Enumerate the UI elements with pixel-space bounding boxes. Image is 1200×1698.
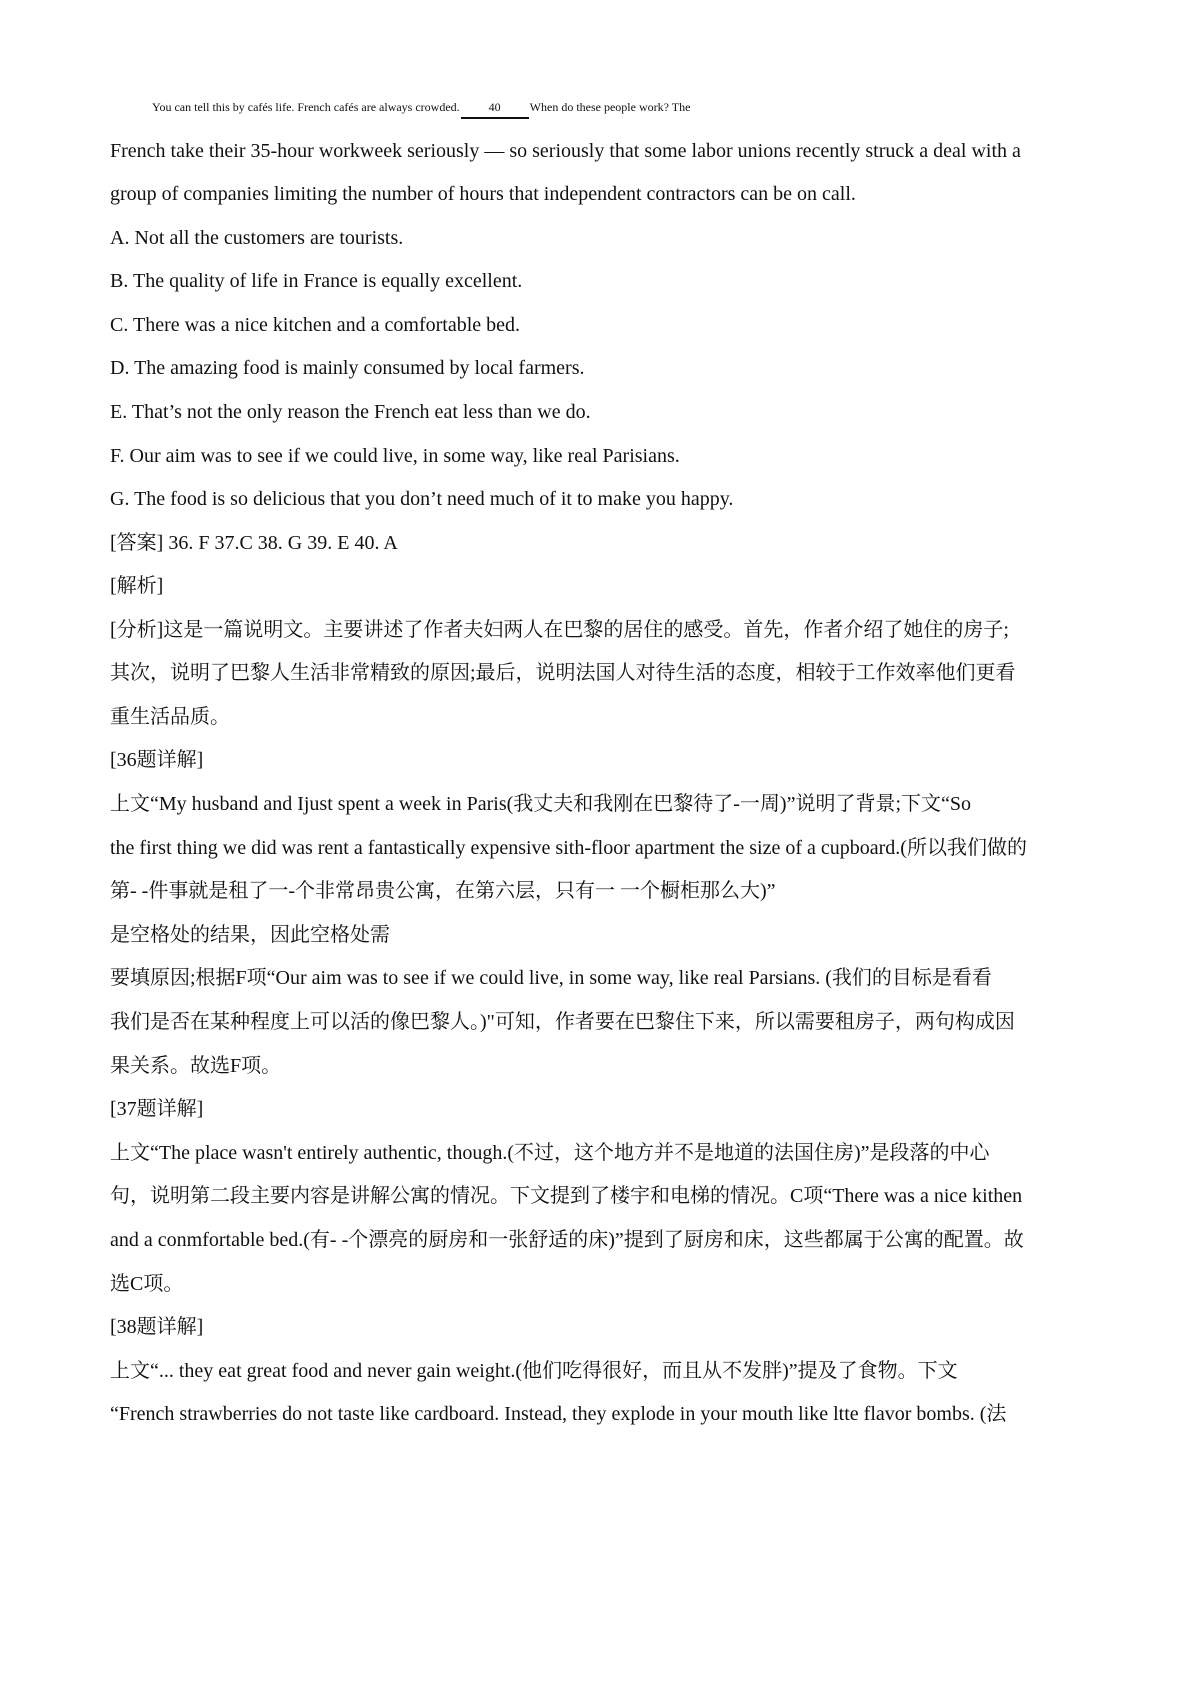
q37-line-4: 选C项。 (110, 1273, 184, 1295)
q37-line-3: and a conmfortable bed.(有- -个漂亮的厨房和一张舒适的床)”提到了厨房和床，这些都属于公寓的配置。故 (110, 1229, 1024, 1251)
q36-line-6: 我们是否在某种程度上可以活的像巴黎人。)"可知，作者要在巴黎住下来，所以需要租房子，两句构成因 (110, 1011, 1015, 1033)
q37-heading: [37题详解] (110, 1098, 204, 1120)
option-a: A. Not all the customers are tourists. (110, 227, 404, 249)
blank-40: 40 (461, 97, 529, 119)
option-d: D. The amazing food is mainly consumed by local farmers. (110, 357, 585, 379)
option-g: G. The food is so delicious that you don’t need much of it to make you happy. (110, 488, 734, 510)
passage-line-2: French take their 35-hour workweek seriously — so seriously that some labor unions recently struck a deal with a (110, 140, 1021, 162)
q38-heading: [38题详解] (110, 1316, 204, 1338)
analysis-line-3: 重生活品质。 (110, 706, 230, 728)
q37-line-1: 上文“The place wasn't entirely authentic, though.(不过，这个地方并不是地道的法国住房)”是段落的中心 (110, 1142, 990, 1164)
option-e: E. That’s not the only reason the French eat less than we do. (110, 401, 591, 423)
q36-line-3: 第- -件事就是租了一-个非常昂贵公寓，在第六层，只有一 一个橱柜那么大)” (110, 880, 776, 902)
q36-line-1: 上文“My husband and Ijust spent a week in Paris(我丈夫和我刚在巴黎待了-一周)”说明了背景;下文“So (110, 793, 972, 815)
q36-heading: [36题详解] (110, 749, 204, 771)
analysis-heading: [解析] (110, 575, 164, 597)
analysis-line-2: 其次，说明了巴黎人生活非常精致的原因;最后，说明法国人对待生活的态度，相较于工作效率他们更看 (110, 662, 1016, 684)
q37-line-2: 句，说明第二段主要内容是讲解公寓的情况。下文提到了楼宇和电梯的情况。C项“There was a nice kithen (110, 1185, 1023, 1207)
q38-line-2: “French strawberries do not taste like cardboard. Instead, they explode in your mouth like ltte flavor bombs. (法 (110, 1403, 1007, 1425)
answer-line: [答案] 36. F 37.C 38. G 39. E 40. A (110, 532, 398, 554)
option-b: B. The quality of life in France is equally excellent. (110, 270, 523, 292)
passage-line-1-before: You can tell this by cafés life. French cafés are always crowded. (152, 100, 460, 114)
passage-line-1-after: When do these people work? The (529, 100, 691, 114)
analysis-line-1: [分析]这是一篇说明文。主要讲述了作者夫妇两人在巴黎的居住的感受。首先，作者介绍了她住的房子; (110, 619, 1009, 641)
q36-line-7: 果关系。故选F项。 (110, 1055, 282, 1077)
q38-line-1: 上文“... they eat great food and never gain weight.(他们吃得很好，而且从不发胖)”提及了食物。下文 (110, 1360, 958, 1382)
option-f: F. Our aim was to see if we could live, in some way, like real Parisians. (110, 445, 680, 467)
passage-line-3: group of companies limiting the number of hours that independent contractors can be on call. (110, 183, 856, 205)
q36-line-2: the first thing we did was rent a fantastically expensive sith-floor apartment the size of a cupboard.(所以我们做的 (110, 837, 1027, 859)
q36-line-4: 是空格处的结果，因此空格处需 (110, 924, 390, 946)
option-c: C. There was a nice kitchen and a comfortable bed. (110, 314, 521, 336)
q36-line-5: 要填原因;根据F项“Our aim was to see if we could live, in some way, like real Parsians. (我们的目标是看看 (110, 967, 992, 989)
passage-line-1 (152, 94, 1152, 120)
